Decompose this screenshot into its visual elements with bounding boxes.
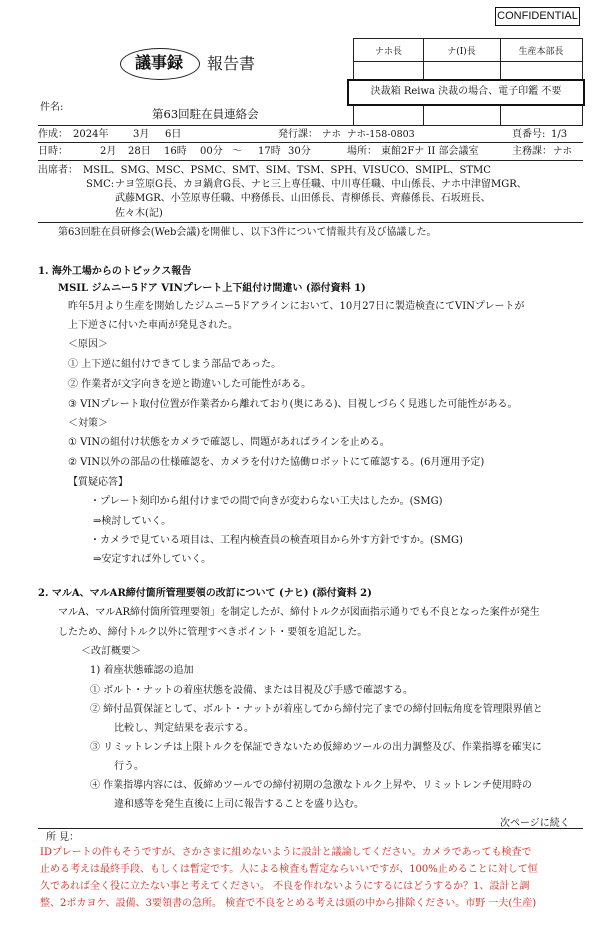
approval-note: 決裁箱 Reiwa 決裁の場合、電子印鑑 不要 [370,86,562,97]
place-label: 場所： [347,146,377,157]
report-type-title: 報告書 [207,54,256,73]
date-day: 28日 [128,146,151,157]
findings-line-2: 止める考えは最終手段、もしくは暫定です。人による検査も暫定ならいいですが、100%止めることに対して恒 [40,864,538,875]
page-value: 1/3 [551,129,568,140]
start-min: 00分 [200,146,223,157]
created-label: 作成： [38,129,68,140]
attendees-line4: 佐々木(記) [115,208,163,219]
cause-item-3: ③ VINプレート取付位置が作業者から離れており(奥にある)、目視しづらく見逃した可能性がある。 [68,399,518,410]
attendees-line2: ナヨ笠原G長、カヨ鍋倉G長、ナヒ三上専任職、中川専任職、中山係長、ナホ中津留MGR、 [115,179,527,190]
qa-item-1: ・プレート刻印から組付けまでの間で向きが変わらない工夫はしたか。(SMG) [90,496,443,507]
intro-text: 第63回駐在員研修会(Web会議)を開催し、以下3件について情報共有及び協議した。 [58,227,437,238]
section1-para2: 上下逆さに付いた車両が発見された。 [68,320,238,331]
confidential-stamp [495,7,580,26]
date-month: 2月 [100,146,117,157]
end-min: 30分 [288,146,311,157]
qa-heading: 【質疑応答】 [68,477,128,488]
overview-heading: ＜改訂概要＞ [81,646,141,657]
datetime-label: 日時： [38,146,68,157]
subject-text: 第63回駐在員連絡会 [152,107,259,121]
approval-col-prod: 生産本部長 [518,47,564,57]
findings-line-1: IDプレートの件もそうですが、さかさまに組めないように設計と議論してください。カメラであっても検査で [40,847,532,858]
revision-item-2: ② 締付品質保証として、ボルト・ナットが着座してから締付完了までの締付回転角度を管理限界値と [90,704,543,715]
revision-item-1: ① ボルト・ナットの着座状態を設備、または目視及び手感で確認する。 [90,685,413,696]
start-hour: 16時 [164,146,187,157]
revision-item-4: ④ 作業指導内容には、仮締めツールでの締付初期の急激なトルク上昇や、リミットレンチ使用時の [90,780,532,791]
revision-item-4-cont: 違和感等を発生直後に上司に報告することを盛り込む。 [114,799,364,810]
findings-line-4: 整、2ポカヨケ、設備、3要領書の急所。 検査で不良をとめる考えは頭の中から排除ください。市野 一夫(生産) [40,898,537,909]
issuer-value: ナホ [322,129,342,140]
section1-para1: 昨年5月より生産を開始したジムニー5ドアラインにおいて、10月27日に製造検査にてVINプレートが [68,301,525,312]
revision-item-3-cont: 行う。 [114,761,144,772]
attendees-line1: MSIL、SMG、MSC、PSMC、SMT、SIM、TSM、SPH、VISUCO、SMIPL、STMC [83,165,491,176]
cause-item-1: ① 上下逆に組付けできてしまう部品であった。 [68,359,282,370]
approval-col-naho: ナホ長 [374,47,402,57]
revision-item-3: ③ リミットレンチは上限トルクを保証できないため仮締めツールの出力調整及び、作業指導を確実に [90,742,542,753]
attendees-smc-label: SMC: [86,179,115,190]
cause-item-2: ② 作業者が文字向きを逆と勘違いした可能性がある。 [68,379,312,390]
findings-line-3: 久であれば全く役に立たない事と考えてください。 不良を作れないようにするにはどうするか？1、設計と調 [40,881,530,892]
section2-title: 2. マルA、マルAR締付箇所管理要領の改訂について (ナヒ) (添付資料 2) [38,588,372,599]
measure-item-1: ① VINの組付け状態をカメラで確認し、問題があればラインを止める。 [68,437,390,448]
issuer-label: 発行課： [278,129,318,140]
place-value: 東館2Fナ II 部会議室 [381,146,479,157]
qa-answer-2: ⇒安定すれば外していく。 [93,554,212,565]
end-hour: 17時 [258,146,281,157]
page-label: 頁番号: [512,129,546,140]
section1-title: 1. 海外工場からのトピックス報告 [38,266,192,277]
qa-answer-1: ⇒検討していく。 [93,516,172,527]
doc-number: ナホ-158-0803 [347,129,415,140]
approval-col-na1: ナ(Ⅰ)長 [447,47,476,57]
qa-item-2: ・カメラで見ている項目は、工程内検査員の検査項目から外す方針ですか。(SMG) [90,535,463,546]
section2-para1: マルA、マルAR締付箇所管理要領」を制定したが、締付トルクが図面指示通りでも不良となった案件が発生 [58,607,540,618]
measure-heading: ＜対策＞ [68,418,108,429]
revision-item-2-cont: 比較し、判定結果を表示する。 [114,723,254,734]
host-label: 主務課： [512,146,552,157]
confidential-label: CONFIDENTIAL [497,10,578,22]
item-heading: 1) 着座状態確認の追加 [90,665,194,676]
created-year: 2024年 [73,129,109,140]
continued-note: 次ページに続く [500,818,570,829]
doc-type-title: 議事録 [134,53,183,72]
section1-subtitle: MSIL ジムニー5ドア VINプレート上下組付け間違い (添付資料 1) [58,283,366,294]
cause-heading: ＜原因＞ [68,339,108,350]
attendees-line3: 武藤MGR、小笠原専任職、中務係長、山田係長、青柳係長、齊藤係長、石坂班長、 [115,193,491,204]
host-value: ナホ [553,146,573,157]
time-tilde: ～ [232,146,242,157]
created-day: 6日 [165,129,182,140]
approval-note-box [347,79,585,106]
section2-para2: したため、締付トルク以外に管理すべきポイント・要領を追記した。 [58,627,368,638]
measure-item-2: ② VIN以外の部品の仕様確認を、カメラを付けた協働ロボットにて確認する。(6月運用予定) [68,457,485,468]
findings-label: 所 見： [46,832,80,843]
created-month: 3月 [133,129,150,140]
attendees-label: 出席者： [38,165,78,176]
subject-label: 件名: [40,102,64,113]
